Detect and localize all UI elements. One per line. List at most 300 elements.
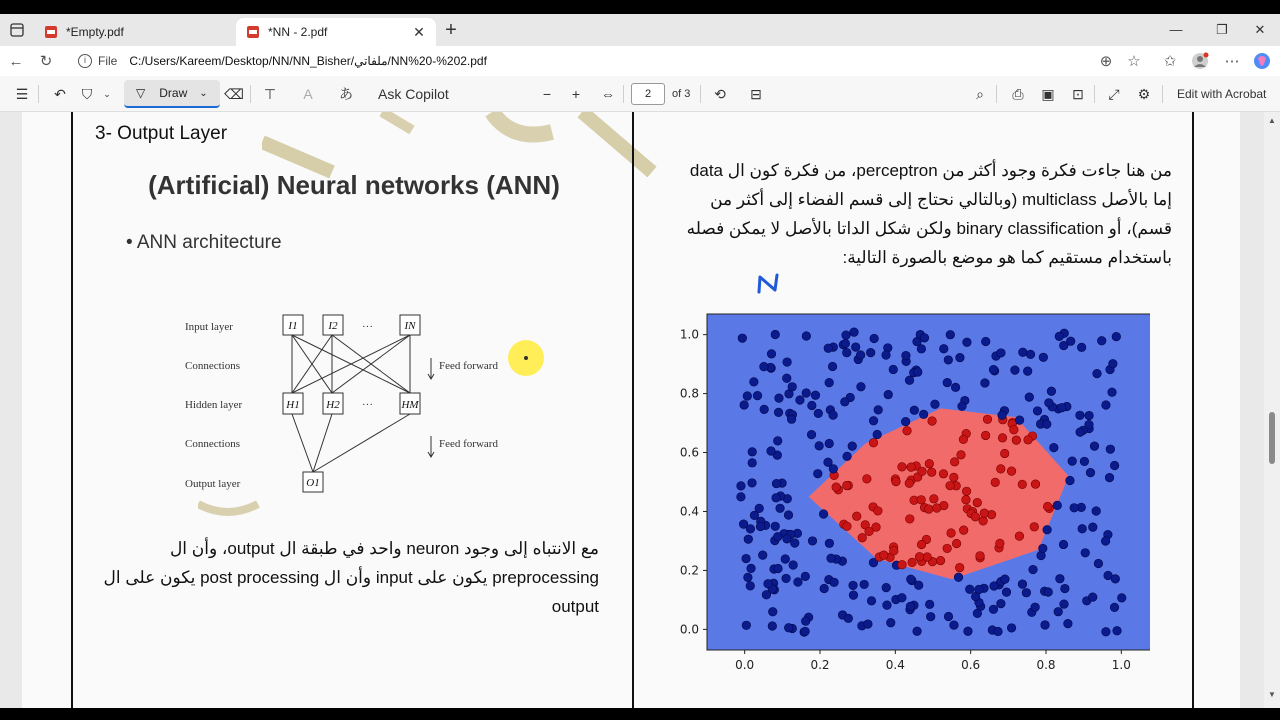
outer-class-point bbox=[1117, 594, 1126, 603]
tab-empty-pdf[interactable] bbox=[34, 18, 234, 46]
input-node-label: IN bbox=[404, 320, 416, 332]
outer-class-point bbox=[1111, 575, 1120, 584]
outer-class-point bbox=[989, 605, 998, 614]
outer-class-point bbox=[748, 448, 757, 457]
slide-title: (Artificial) Neural networks (ANN) bbox=[148, 170, 560, 200]
outer-class-point bbox=[1044, 588, 1053, 597]
scatter-plot bbox=[670, 308, 1150, 678]
y-tick-label: 0.0 bbox=[679, 622, 699, 637]
outer-class-point bbox=[954, 573, 963, 582]
page-total: of 3 bbox=[672, 88, 691, 100]
outer-class-point bbox=[756, 522, 765, 531]
outer-class-point bbox=[842, 348, 851, 357]
outer-class-point bbox=[1109, 359, 1118, 368]
hidden-node-label: H2 bbox=[326, 399, 340, 411]
address-bar[interactable] bbox=[68, 49, 1152, 73]
outer-class-point bbox=[760, 405, 769, 414]
undo-icon[interactable]: ↶ bbox=[54, 85, 66, 102]
inner-class-point bbox=[927, 468, 936, 477]
inner-class-point bbox=[946, 481, 955, 490]
outer-class-point bbox=[1056, 574, 1065, 583]
ask-copilot-button[interactable]: Ask Copilot bbox=[378, 86, 449, 102]
inner-class-point bbox=[980, 509, 989, 518]
outer-class-point bbox=[840, 398, 849, 407]
outer-class-point bbox=[864, 620, 873, 629]
outer-class-point bbox=[851, 343, 860, 352]
y-tick-label: 1.0 bbox=[679, 327, 699, 342]
hidden-node-label: HM bbox=[401, 399, 419, 411]
outer-class-point bbox=[931, 400, 940, 409]
inner-class-point bbox=[1012, 436, 1021, 445]
outer-class-point bbox=[944, 612, 953, 621]
outer-class-point bbox=[746, 582, 755, 591]
outer-class-point bbox=[860, 580, 869, 589]
y-tick-label: 0.4 bbox=[679, 504, 699, 519]
right-border-line bbox=[1192, 112, 1194, 708]
left-border-line bbox=[71, 112, 73, 708]
ann-architecture-diagram bbox=[180, 308, 510, 498]
outer-class-point bbox=[1089, 523, 1098, 532]
outer-class-point bbox=[782, 574, 791, 583]
outer-class-point bbox=[820, 584, 829, 593]
window-close-icon[interactable]: ✕ bbox=[1254, 22, 1266, 37]
close-icon[interactable]: ✕ bbox=[413, 24, 425, 40]
outer-class-point bbox=[1047, 387, 1056, 396]
pdf-icon bbox=[44, 25, 58, 39]
outer-class-point bbox=[1076, 411, 1085, 420]
outer-class-point bbox=[906, 575, 915, 584]
zoom-in-icon[interactable]: + bbox=[571, 86, 581, 102]
inner-class-point bbox=[950, 458, 959, 467]
chevron-down-icon[interactable]: ⌄ bbox=[199, 87, 208, 99]
outer-class-point bbox=[829, 465, 838, 474]
outer-class-point bbox=[742, 554, 751, 563]
inner-class-point bbox=[939, 470, 948, 479]
outer-class-point bbox=[884, 390, 893, 399]
vertical-scrollbar[interactable] bbox=[1264, 112, 1280, 708]
outer-class-point bbox=[1066, 476, 1075, 485]
url-text[interactable]: C:/Users/Kareem/Desktop/NN/NN_Bisher/ملفاتي/NN%20-%202.pdf bbox=[129, 54, 487, 68]
outer-class-point bbox=[760, 362, 769, 371]
outer-class-point bbox=[956, 353, 965, 362]
outer-class-point bbox=[771, 330, 780, 339]
outer-class-point bbox=[981, 379, 990, 388]
outer-class-point bbox=[1002, 588, 1011, 597]
inner-class-point bbox=[973, 498, 982, 507]
scroll-up-icon[interactable]: ▲ bbox=[1268, 116, 1276, 125]
pdf-icon bbox=[246, 25, 260, 39]
settings-gear-icon[interactable]: ⚙ bbox=[1137, 85, 1151, 102]
outer-class-point bbox=[973, 609, 982, 618]
refresh-icon[interactable]: ↻ bbox=[39, 53, 53, 70]
outer-class-point bbox=[963, 338, 972, 347]
outer-class-point bbox=[740, 401, 749, 410]
outer-class-point bbox=[1031, 603, 1040, 612]
outer-class-point bbox=[1043, 525, 1052, 534]
page-number-input[interactable]: 2 bbox=[631, 83, 665, 105]
slide-bullet: • ANN architecture bbox=[126, 232, 282, 253]
outer-class-point bbox=[882, 351, 891, 360]
outer-class-point bbox=[737, 493, 746, 502]
inner-class-point bbox=[858, 533, 867, 542]
inner-class-point bbox=[1007, 467, 1016, 476]
outer-class-point bbox=[808, 537, 817, 546]
outer-class-point bbox=[842, 331, 851, 340]
outer-class-point bbox=[873, 430, 882, 439]
info-icon[interactable]: i bbox=[78, 54, 92, 68]
outer-class-point bbox=[1085, 411, 1094, 420]
outer-class-point bbox=[742, 621, 751, 630]
outer-class-point bbox=[870, 334, 879, 343]
inner-class-point bbox=[925, 459, 934, 468]
outer-class-point bbox=[939, 344, 948, 353]
outer-class-point bbox=[910, 406, 919, 415]
outer-class-point bbox=[1033, 407, 1042, 416]
outer-class-point bbox=[827, 554, 836, 563]
save-as-icon[interactable]: ⊡ bbox=[1072, 85, 1084, 102]
fit-width-icon[interactable]: ⇔ bbox=[601, 86, 615, 102]
inner-class-point bbox=[915, 552, 924, 561]
favorite-star-icon[interactable]: ☆ bbox=[1127, 53, 1141, 70]
outer-class-point bbox=[1088, 593, 1097, 602]
copilot-icon[interactable] bbox=[1252, 51, 1272, 71]
outer-class-point bbox=[950, 621, 959, 630]
outer-class-point bbox=[738, 334, 747, 343]
inner-class-point bbox=[943, 544, 952, 553]
outer-class-point bbox=[772, 479, 781, 488]
outer-class-point bbox=[1050, 443, 1059, 452]
outer-class-point bbox=[774, 564, 783, 573]
outer-class-point bbox=[825, 378, 834, 387]
y-tick-label: 0.8 bbox=[679, 386, 699, 401]
outer-class-point bbox=[807, 430, 816, 439]
outer-class-point bbox=[883, 601, 892, 610]
feed-forward-label: Feed forward bbox=[439, 438, 498, 450]
inner-class-point bbox=[991, 478, 1000, 487]
save-icon[interactable]: ▣ bbox=[1041, 85, 1055, 102]
outer-class-point bbox=[914, 368, 923, 377]
outer-class-point bbox=[848, 442, 857, 451]
left-arabic-paragraph: مع الانتباه إلى وجود neuron واحد في طبقة ال output، وأن ال preprocessing يكون على input وأن ال post processing يكون على ال output bbox=[103, 539, 599, 616]
outer-class-point bbox=[975, 585, 984, 594]
outer-class-point bbox=[767, 447, 776, 456]
outer-class-point bbox=[841, 339, 850, 348]
inner-class-point bbox=[917, 540, 926, 549]
zoom-icon[interactable]: ⊕ bbox=[1099, 53, 1113, 70]
x-tick-label: 0.6 bbox=[961, 658, 981, 672]
highlight-icon[interactable]: ⛉ bbox=[81, 85, 93, 102]
inner-class-point bbox=[998, 434, 1007, 443]
outer-class-point bbox=[776, 504, 785, 513]
outer-class-point bbox=[813, 469, 822, 478]
outer-class-point bbox=[801, 617, 810, 626]
feed-forward-label: Feed forward bbox=[439, 360, 498, 372]
inner-class-point bbox=[917, 495, 926, 504]
outer-class-point bbox=[902, 351, 911, 360]
outer-class-point bbox=[771, 522, 780, 531]
outer-class-point bbox=[1101, 537, 1110, 546]
rotate-icon[interactable]: ⟲ bbox=[714, 85, 726, 102]
outer-class-point bbox=[794, 578, 803, 587]
back-icon[interactable]: ← bbox=[8, 52, 24, 70]
inner-class-point bbox=[892, 477, 901, 486]
outer-class-point bbox=[849, 581, 858, 590]
inner-class-point bbox=[1000, 449, 1009, 458]
outer-class-point bbox=[1039, 544, 1048, 553]
outer-class-point bbox=[788, 383, 797, 392]
outer-class-point bbox=[1007, 624, 1016, 633]
scroll-down-icon[interactable]: ▼ bbox=[1268, 690, 1276, 699]
outer-class-point bbox=[898, 593, 907, 602]
maximize-icon[interactable]: ❐ bbox=[1216, 22, 1228, 37]
scheme-label: File bbox=[98, 54, 118, 68]
tab-title: *Empty.pdf bbox=[66, 25, 124, 39]
outer-class-point bbox=[1076, 428, 1085, 437]
hidden-node-label: H1 bbox=[286, 399, 300, 411]
outer-class-point bbox=[1068, 457, 1077, 466]
text-box-icon[interactable]: ⊤ bbox=[263, 85, 277, 102]
tab-title: *NN - 2.pdf bbox=[268, 25, 328, 39]
inner-class-point bbox=[928, 417, 937, 426]
new-tab-button[interactable]: + bbox=[445, 19, 457, 41]
outer-class-point bbox=[1059, 341, 1068, 350]
inner-class-point bbox=[1018, 480, 1027, 489]
layer-label: Input layer bbox=[185, 321, 233, 333]
translate-icon[interactable]: あ bbox=[339, 86, 353, 102]
outer-class-point bbox=[1102, 401, 1111, 410]
watermark-logo-fragment bbox=[198, 498, 268, 518]
layer-label: Connections bbox=[185, 360, 240, 372]
outer-class-point bbox=[1060, 600, 1069, 609]
outer-class-point bbox=[802, 332, 811, 341]
navigation-bar bbox=[0, 46, 1280, 76]
inner-class-point bbox=[932, 504, 941, 513]
inner-class-point bbox=[863, 475, 872, 484]
chevron-down-icon[interactable]: ⌄ bbox=[103, 88, 111, 99]
outer-class-point bbox=[772, 494, 781, 503]
outer-class-point bbox=[747, 564, 756, 573]
inner-class-point bbox=[923, 553, 932, 562]
outer-class-point bbox=[750, 378, 759, 387]
pdf-viewer[interactable] bbox=[0, 112, 1280, 708]
outer-class-point bbox=[1023, 367, 1032, 376]
outer-class-point bbox=[958, 402, 967, 411]
page-view-icon[interactable]: ⊟ bbox=[750, 85, 762, 102]
inner-class-point bbox=[842, 481, 851, 490]
outer-class-point bbox=[1070, 504, 1079, 513]
zoom-out-icon[interactable]: − bbox=[542, 86, 552, 102]
outer-class-point bbox=[998, 411, 1007, 420]
outer-class-point bbox=[1105, 473, 1114, 482]
outer-class-point bbox=[768, 622, 777, 631]
fullscreen-icon[interactable]: ⤢ bbox=[1108, 85, 1120, 102]
outer-class-point bbox=[790, 539, 799, 548]
outer-class-point bbox=[1022, 588, 1031, 597]
inner-class-point bbox=[832, 483, 841, 492]
outer-class-point bbox=[814, 409, 823, 418]
inner-class-point bbox=[1015, 532, 1024, 541]
outer-class-point bbox=[762, 590, 771, 599]
tab-actions-icon[interactable] bbox=[6, 19, 28, 41]
outer-class-point bbox=[1081, 549, 1090, 558]
handwritten-annotation bbox=[756, 272, 780, 294]
inner-class-point bbox=[996, 539, 1005, 548]
outer-class-point bbox=[981, 337, 990, 346]
inner-class-point bbox=[1024, 436, 1033, 445]
outer-class-point bbox=[1061, 584, 1070, 593]
inner-class-point bbox=[874, 507, 883, 516]
input-node-label: I1 bbox=[288, 320, 298, 332]
outer-class-point bbox=[1110, 461, 1119, 470]
outer-class-point bbox=[869, 416, 878, 425]
outer-class-point bbox=[767, 350, 776, 359]
pen-icon: ▽ bbox=[136, 86, 146, 100]
draw-button[interactable] bbox=[124, 80, 220, 108]
outer-class-point bbox=[1108, 388, 1117, 397]
inner-class-point bbox=[843, 522, 852, 531]
y-tick-label: 0.2 bbox=[679, 563, 699, 578]
outer-class-point bbox=[1077, 343, 1086, 352]
node-ellipsis: ··· bbox=[362, 399, 373, 411]
outer-class-point bbox=[1106, 445, 1115, 454]
inner-class-point bbox=[1010, 425, 1019, 434]
outer-class-point bbox=[783, 358, 792, 367]
inner-class-point bbox=[905, 479, 914, 488]
outer-class-point bbox=[1015, 416, 1024, 425]
tab-bar bbox=[0, 14, 1280, 46]
outer-class-point bbox=[801, 627, 810, 636]
x-tick-label: 0.4 bbox=[885, 658, 905, 672]
outer-class-point bbox=[1093, 369, 1102, 378]
outer-class-point bbox=[773, 437, 782, 446]
layer-label: Output layer bbox=[185, 478, 241, 490]
inner-class-point bbox=[898, 463, 907, 472]
inner-class-point bbox=[903, 426, 912, 435]
outer-class-point bbox=[926, 612, 935, 621]
inner-class-point bbox=[952, 539, 961, 548]
eraser-icon[interactable]: ⌫ bbox=[224, 85, 244, 102]
outer-class-point bbox=[743, 392, 752, 401]
outer-class-point bbox=[857, 382, 866, 391]
outer-class-point bbox=[906, 602, 915, 611]
search-icon[interactable]: ⌕ bbox=[976, 85, 984, 102]
outer-class-point bbox=[789, 561, 798, 570]
outer-class-point bbox=[1090, 442, 1099, 451]
x-tick-label: 0.0 bbox=[735, 658, 755, 672]
outer-class-point bbox=[1055, 332, 1064, 341]
right-arabic-paragraph: من هنا جاءت فكرة وجود أكثر من perceptron، من فكرة كون ال data إما بالأصل multiclass (وبالتالي نحتاج إلى قسم الفضاء إلى أكثر من قسم)، أو binary classification ولكن شكل الداتا بالأصل لا يمكن فصله باستخدام مستقيم كما هو موضع بالصورة التالية: bbox=[686, 161, 1172, 267]
inner-class-point bbox=[976, 552, 985, 561]
outer-class-point bbox=[997, 349, 1006, 358]
outer-class-point bbox=[913, 627, 922, 636]
outer-class-point bbox=[849, 591, 858, 600]
outer-class-point bbox=[856, 351, 865, 360]
contents-list-icon[interactable]: ☰ bbox=[15, 85, 29, 102]
browser-window bbox=[0, 14, 1280, 708]
outer-class-point bbox=[1011, 366, 1020, 375]
outer-class-point bbox=[1039, 353, 1048, 362]
outer-class-point bbox=[901, 417, 910, 426]
outer-class-point bbox=[1092, 507, 1101, 516]
outer-class-point bbox=[774, 408, 783, 417]
outer-class-point bbox=[889, 365, 898, 374]
outer-class-point bbox=[1057, 403, 1066, 412]
outer-class-point bbox=[1019, 348, 1028, 357]
inner-class-point bbox=[1031, 480, 1040, 489]
column-divider-line bbox=[632, 112, 634, 708]
outer-class-point bbox=[925, 600, 934, 609]
outer-class-point bbox=[905, 376, 914, 385]
draw-label: Draw bbox=[159, 86, 188, 100]
inner-class-point bbox=[1030, 523, 1039, 532]
outer-class-point bbox=[784, 623, 793, 632]
outer-class-point bbox=[943, 378, 952, 387]
edit-with-acrobat-button[interactable]: Edit with Acrobat bbox=[1177, 87, 1267, 101]
favorites-icon[interactable]: ✩ bbox=[1163, 53, 1177, 70]
inner-class-point bbox=[924, 505, 933, 514]
inner-class-point bbox=[979, 517, 988, 526]
outer-class-point bbox=[1054, 607, 1063, 616]
outer-class-point bbox=[850, 328, 859, 337]
print-icon[interactable]: ⎙ bbox=[1012, 85, 1024, 102]
outer-class-point bbox=[828, 362, 837, 371]
outer-class-point bbox=[829, 411, 838, 420]
outer-class-point bbox=[1029, 565, 1038, 574]
inner-class-point bbox=[957, 451, 966, 460]
outer-class-point bbox=[1094, 559, 1103, 568]
outer-class-point bbox=[819, 510, 828, 519]
outer-class-point bbox=[781, 555, 790, 564]
outer-class-point bbox=[1080, 457, 1089, 466]
outer-class-point bbox=[989, 365, 998, 374]
inner-class-point bbox=[865, 527, 874, 536]
scrollbar-thumb[interactable] bbox=[1269, 412, 1275, 464]
outer-class-point bbox=[1102, 627, 1111, 636]
inner-class-point bbox=[898, 560, 907, 569]
outer-class-point bbox=[750, 511, 759, 520]
tab-nn-pdf[interactable] bbox=[236, 18, 436, 46]
outer-class-point bbox=[746, 525, 755, 534]
inner-class-point bbox=[890, 547, 899, 556]
outer-class-point bbox=[944, 356, 953, 365]
minimize-icon[interactable]: — bbox=[1169, 22, 1183, 37]
inner-class-point bbox=[983, 415, 992, 424]
inner-class-point bbox=[880, 551, 889, 560]
outer-class-point bbox=[867, 597, 876, 606]
more-options-icon[interactable]: ⋯ bbox=[1224, 53, 1240, 70]
outer-class-point bbox=[824, 344, 833, 353]
inner-class-point bbox=[962, 487, 971, 496]
outer-class-point bbox=[825, 539, 834, 548]
outer-class-point bbox=[1001, 575, 1010, 584]
outer-class-point bbox=[787, 415, 796, 424]
outer-class-point bbox=[843, 452, 852, 461]
inner-class-point bbox=[959, 526, 968, 535]
inner-class-point bbox=[930, 495, 939, 504]
outer-class-point bbox=[917, 345, 926, 354]
outer-class-point bbox=[886, 618, 895, 627]
outer-class-point bbox=[994, 627, 1003, 636]
outer-class-point bbox=[1097, 336, 1106, 345]
inner-class-point bbox=[852, 512, 861, 521]
outer-class-point bbox=[1059, 540, 1068, 549]
inner-class-point bbox=[869, 438, 878, 447]
inner-class-point bbox=[962, 495, 971, 504]
outer-class-point bbox=[1045, 399, 1054, 408]
outer-class-point bbox=[1064, 619, 1073, 628]
profile-avatar-icon[interactable] bbox=[1190, 51, 1210, 71]
outer-class-point bbox=[815, 442, 824, 451]
